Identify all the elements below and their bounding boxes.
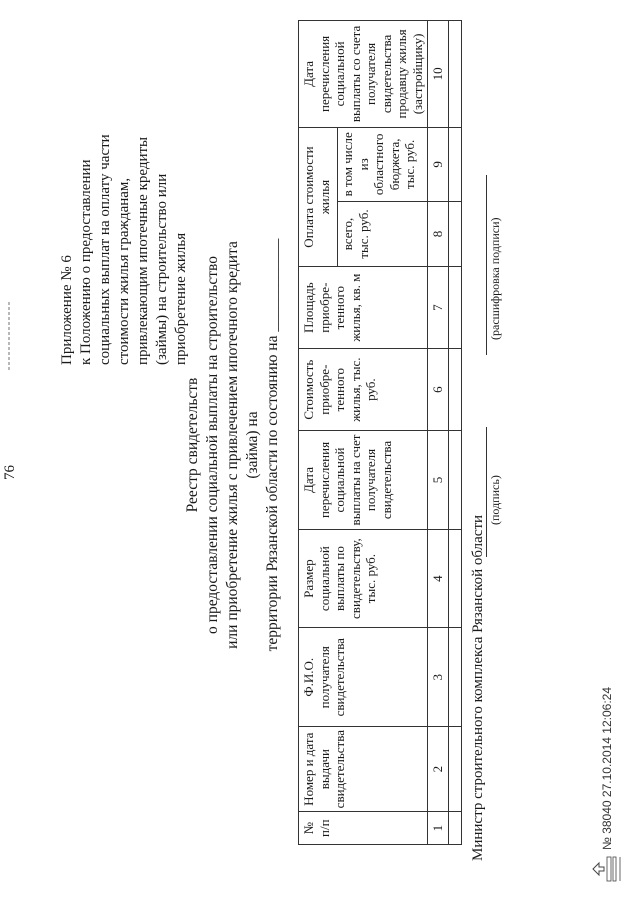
appendix-line: привлекающим ипотечные кредиты xyxy=(135,136,151,365)
header-cell: Дата перечисления социальной выплаты на счет получателя свидетельства xyxy=(299,431,428,530)
signatory-position: Министр строительного комплекса Рязанской области xyxy=(470,514,486,861)
header-cell: Дата перечисления социальной выплаты со счета получателя свидетельства продавцу жилья (застройщику) xyxy=(299,21,428,128)
header-cell: Оплата стоимости жилья xyxy=(299,127,338,266)
header-cell: Номер и дата выдачи свидетельства xyxy=(299,727,428,812)
register-table xyxy=(298,20,462,845)
appendix-line: (займы) на строительство или xyxy=(154,173,170,365)
empty-row xyxy=(449,21,462,845)
subheader-cell: в том числе из областного бюджета, тыс. руб. xyxy=(338,127,428,201)
registration-stamp: № 38040 27.10.2014 12:06:24 xyxy=(600,686,614,850)
header-cell: Ф.И.О. получателя свидетельства xyxy=(299,628,428,727)
column-number-cell: 3 xyxy=(428,628,449,727)
empty-cell xyxy=(449,727,462,812)
column-number-cell: 5 xyxy=(428,431,449,530)
register-title-line: о предоставлении социальной выплаты на строительство xyxy=(204,256,221,634)
header-cell: № п/п xyxy=(299,812,428,845)
empty-cell xyxy=(449,628,462,727)
register-title-line: территории Рязанской области по состоянию на ____________ xyxy=(264,238,281,652)
empty-cell xyxy=(449,349,462,431)
registry-logo-icon xyxy=(590,853,624,885)
appendix-title: Приложение № 6 xyxy=(59,255,75,365)
empty-cell xyxy=(449,529,462,628)
empty-cell xyxy=(449,21,462,128)
empty-cell xyxy=(449,201,462,266)
column-number-cell: 2 xyxy=(428,727,449,812)
column-number-cell: 8 xyxy=(428,201,449,266)
column-number-cell: 9 xyxy=(428,127,449,201)
subheader-cell: всего, тыс. руб. xyxy=(338,201,428,266)
appendix-line: стоимости жилья гражданам, xyxy=(116,177,132,365)
register-title-line: Реестр свидетельств xyxy=(184,377,201,513)
column-number-row xyxy=(428,21,449,845)
appendix-line: приобретение жилья xyxy=(173,232,189,365)
column-number-cell: 4 xyxy=(428,529,449,628)
page-number: 76 xyxy=(2,465,18,480)
appendix-line: к Положению о предоставлении xyxy=(78,159,94,365)
empty-cell xyxy=(449,127,462,201)
name-line xyxy=(486,175,487,355)
header-cell: Площадь приобре-тенного жилья, кв. м xyxy=(299,267,428,349)
header-cell: Размер социальной выплаты по свидетельству, тыс. руб. xyxy=(299,529,428,628)
column-number-cell: 10 xyxy=(428,21,449,128)
appendix-line: социальных выплат на оплату части xyxy=(97,134,113,365)
appendix-block xyxy=(58,35,191,365)
column-number-cell: 1 xyxy=(428,812,449,845)
empty-cell xyxy=(449,812,462,845)
signature-line xyxy=(486,427,487,557)
scan-artifact-icon xyxy=(6,300,12,370)
signature-caption: (подпись) xyxy=(488,475,502,525)
register-title xyxy=(183,235,283,655)
empty-cell xyxy=(449,267,462,349)
header-cell: Стоимость приобре-тенного жилья, тыс. руб. xyxy=(299,349,428,431)
column-number-cell: 6 xyxy=(428,349,449,431)
name-caption: (расшифровка подписи) xyxy=(488,217,502,340)
register-title-line: или приобретение жилья с привлечением ипотечного кредита (займа) на xyxy=(224,241,261,649)
empty-cell xyxy=(449,431,462,530)
column-number-cell: 7 xyxy=(428,267,449,349)
